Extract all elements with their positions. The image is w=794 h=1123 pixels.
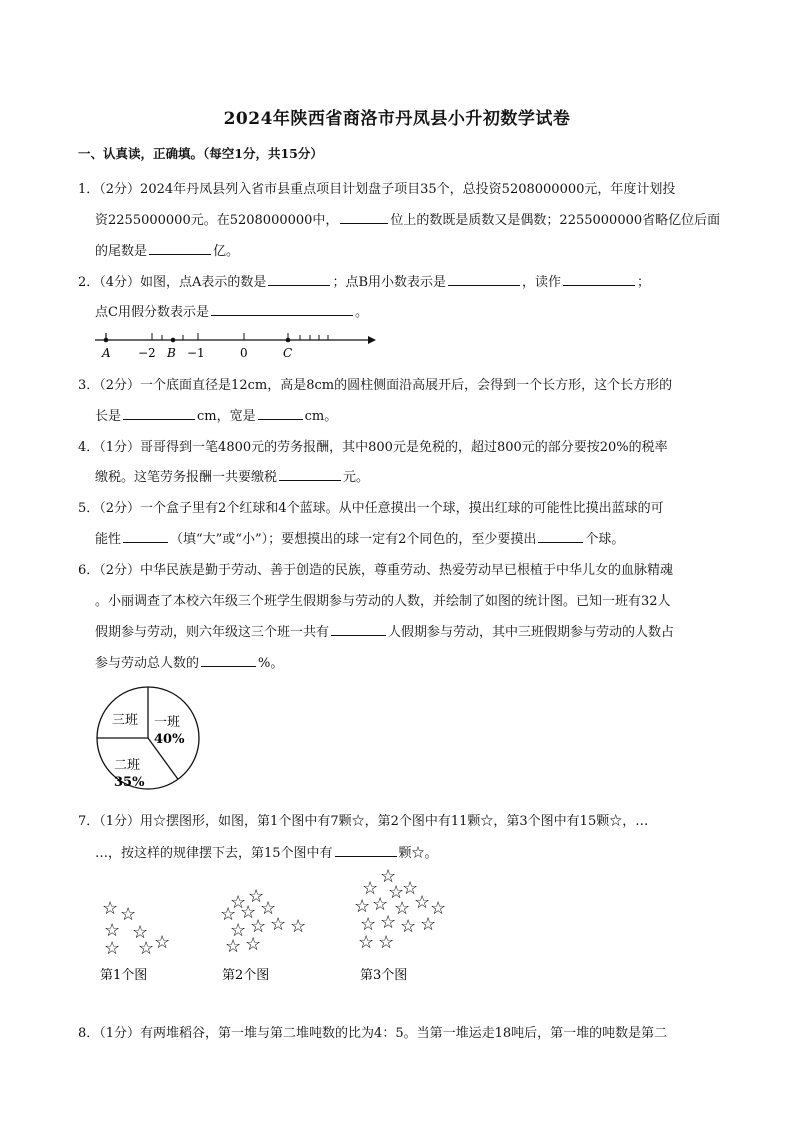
- q6-line4: [95, 652, 745, 671]
- star-icon: ☆: [138, 938, 155, 959]
- star-icon: ☆: [358, 932, 375, 953]
- q2-text: 。: [354, 305, 368, 320]
- pie-value-class1: 40%: [154, 732, 185, 747]
- answer-blank[interactable]: [201, 654, 256, 667]
- answer-blank[interactable]: [123, 407, 195, 420]
- tick-label: 0: [240, 346, 248, 360]
- q3-text: cm，宽是: [197, 409, 256, 424]
- q1-text: 资2255000000元。在5208000000中，: [95, 213, 339, 228]
- star-icon: ☆: [372, 894, 389, 915]
- page-title: 2024年陕西省商洛市丹凤县小升初数学试卷: [223, 109, 571, 129]
- q6-text: 参与劳动总人数的: [95, 656, 200, 671]
- q6-line3: [95, 621, 745, 640]
- star-icon: ☆: [290, 916, 307, 937]
- star-icon: ☆: [104, 920, 121, 941]
- q6-text: 人假期参与劳动，其中三班假期参与劳动的人数占: [388, 625, 675, 640]
- q4-text: 元。: [343, 470, 370, 485]
- star-icon: ☆: [230, 920, 247, 941]
- star-icon: ☆: [230, 892, 247, 913]
- q3-line1: 3．（2分）一个底面直径是12cm，高是8cm的圆柱侧面沿高展开后，会得到一个长方形，这个长方形的: [78, 378, 673, 393]
- star-pattern-figure: [90, 868, 450, 986]
- star-figure-2: [220, 886, 306, 957]
- q2-text: ，读作: [522, 275, 562, 290]
- q4-line2: [95, 466, 745, 485]
- q5-line2: [95, 528, 745, 547]
- q6-line1: 6．（2分）中华民族是勤于劳动、善于创造的民族，尊重劳动、热爱劳动早已根植于中华儿女的血脉精魂: [78, 563, 674, 578]
- q7-text: 颗☆。: [398, 846, 438, 861]
- answer-blank[interactable]: [448, 273, 520, 286]
- star-icon: ☆: [430, 898, 447, 919]
- tick-label: −2: [138, 346, 156, 360]
- star-icon: ☆: [245, 934, 262, 955]
- q2-line1: [78, 271, 728, 290]
- q6-text: 假期参与劳动，则六年级这三个班一共有: [95, 625, 330, 640]
- q2-line2: [95, 301, 745, 320]
- pie-chart: [92, 686, 204, 790]
- q2-text: 2．（4分）如图，点A表示的数是: [78, 275, 267, 290]
- pie-label-class1: 一班: [154, 715, 181, 730]
- star-icon: ☆: [250, 916, 267, 937]
- star-icon: ☆: [102, 898, 119, 919]
- answer-blank[interactable]: [258, 407, 303, 420]
- star-icon: ☆: [414, 892, 431, 913]
- star-icon: ☆: [270, 914, 287, 935]
- q1-text: 的尾数是: [95, 244, 148, 259]
- q7-line2: [95, 842, 745, 861]
- q5-text: 个球。: [585, 532, 625, 547]
- answer-blank[interactable]: [563, 273, 635, 286]
- star-icon: ☆: [240, 902, 257, 923]
- q1-text: 位上的数既是质数又是偶数；2255000000省略亿位后面: [390, 213, 721, 228]
- star-icon: ☆: [380, 868, 397, 887]
- star-figure-3: [354, 868, 446, 953]
- section-heading: 一、认真读，正确填。（每空1分，共15分）: [78, 146, 323, 161]
- q1-line3: [95, 240, 745, 259]
- star-icon: ☆: [400, 916, 417, 937]
- star-icon: ☆: [388, 882, 405, 903]
- pie-label-class2: 二班: [114, 758, 141, 773]
- pie-label-class3: 三班: [112, 713, 139, 728]
- q1-line1: 1．（2分）2024年丹凤县列入省市县重点项目计划盘子项目35个，总投资5208000000元，年度计划投: [78, 182, 676, 197]
- star-figure-1: [102, 898, 170, 959]
- answer-blank[interactable]: [538, 530, 583, 543]
- answer-blank[interactable]: [279, 468, 341, 481]
- q1-text: 亿。: [213, 244, 240, 259]
- q3-text: 长是: [95, 409, 122, 424]
- point-a-label: A: [102, 346, 111, 360]
- q2-text: ；点B用小数表示是: [332, 275, 446, 290]
- star-icon: ☆: [354, 896, 371, 917]
- star-icon: ☆: [154, 932, 171, 953]
- answer-blank[interactable]: [331, 623, 386, 636]
- star-icon: ☆: [380, 912, 397, 933]
- star-icon: ☆: [120, 904, 137, 925]
- q6-line2: 。小丽调查了本校六年级三个班学生假期参与劳动的人数，并绘制了如图的统计图。已知一班有32人: [95, 594, 671, 609]
- star-icon: ☆: [378, 932, 395, 953]
- answer-blank[interactable]: [340, 211, 388, 224]
- star-icon: ☆: [362, 878, 379, 899]
- star-icon: ☆: [394, 898, 411, 919]
- q8-line1: 8．（1分）有两堆稻谷，第一堆与第二堆吨数的比为4：5。当第一堆运走18吨后，第一堆的吨数是第二: [78, 1026, 668, 1041]
- answer-blank[interactable]: [211, 303, 353, 316]
- star-icon: ☆: [248, 886, 265, 907]
- figure-caption-3: 第3个图: [360, 968, 408, 983]
- point-b-label: B: [167, 346, 176, 360]
- answer-blank[interactable]: [123, 530, 168, 543]
- q3-text: cm。: [304, 409, 338, 424]
- q2-text: 点C用假分数表示是: [95, 305, 209, 320]
- answer-blank[interactable]: [335, 844, 397, 857]
- figure-caption-2: 第2个图: [222, 968, 270, 983]
- q7-line1: 7．（1分）用☆摆图形，如图，第1个图中有7颗☆，第2个图中有11颗☆，第3个图中有15颗☆，…: [78, 814, 649, 829]
- point-c-label: C: [283, 346, 293, 360]
- q5-text: 能性: [95, 532, 122, 547]
- q6-text: %。: [258, 656, 284, 671]
- star-icon: ☆: [260, 898, 277, 919]
- star-icon: ☆: [220, 904, 237, 925]
- q5-line1: 5．（2分）一个盒子里有2个红球和4个蓝球。从中任意摸出一个球，摸出红球的可能性比摸出蓝球的可: [78, 501, 664, 516]
- q3-line2: [95, 405, 745, 424]
- star-icon: ☆: [420, 914, 437, 935]
- answer-blank[interactable]: [268, 273, 330, 286]
- star-icon: ☆: [104, 938, 121, 959]
- q4-text: 缴税。这笔劳务报酬一共要缴税: [95, 470, 278, 485]
- q2-text: ；: [637, 275, 651, 290]
- q4-line1: 4．（1分）哥哥得到一笔4800元的劳务报酬，其中800元是免税的，超过800元的部分要按20%的税率: [78, 440, 668, 455]
- star-icon: ☆: [225, 936, 242, 957]
- tick-label: −1: [187, 346, 205, 360]
- number-line-figure: [90, 325, 390, 365]
- star-icon: ☆: [402, 878, 419, 899]
- figure-caption-1: 第1个图: [100, 968, 148, 983]
- star-icon: ☆: [360, 914, 377, 935]
- star-icon: ☆: [132, 922, 149, 943]
- q7-text: …，按这样的规律摆下去，第15个图中有: [95, 846, 333, 861]
- pie-value-class2: 35%: [114, 775, 145, 790]
- answer-blank[interactable]: [149, 242, 211, 255]
- q1-line2: [95, 209, 745, 228]
- q5-text: （填“大”或“小”）；要想摸出的球一定有2个同色的，至少要摸出: [170, 532, 537, 547]
